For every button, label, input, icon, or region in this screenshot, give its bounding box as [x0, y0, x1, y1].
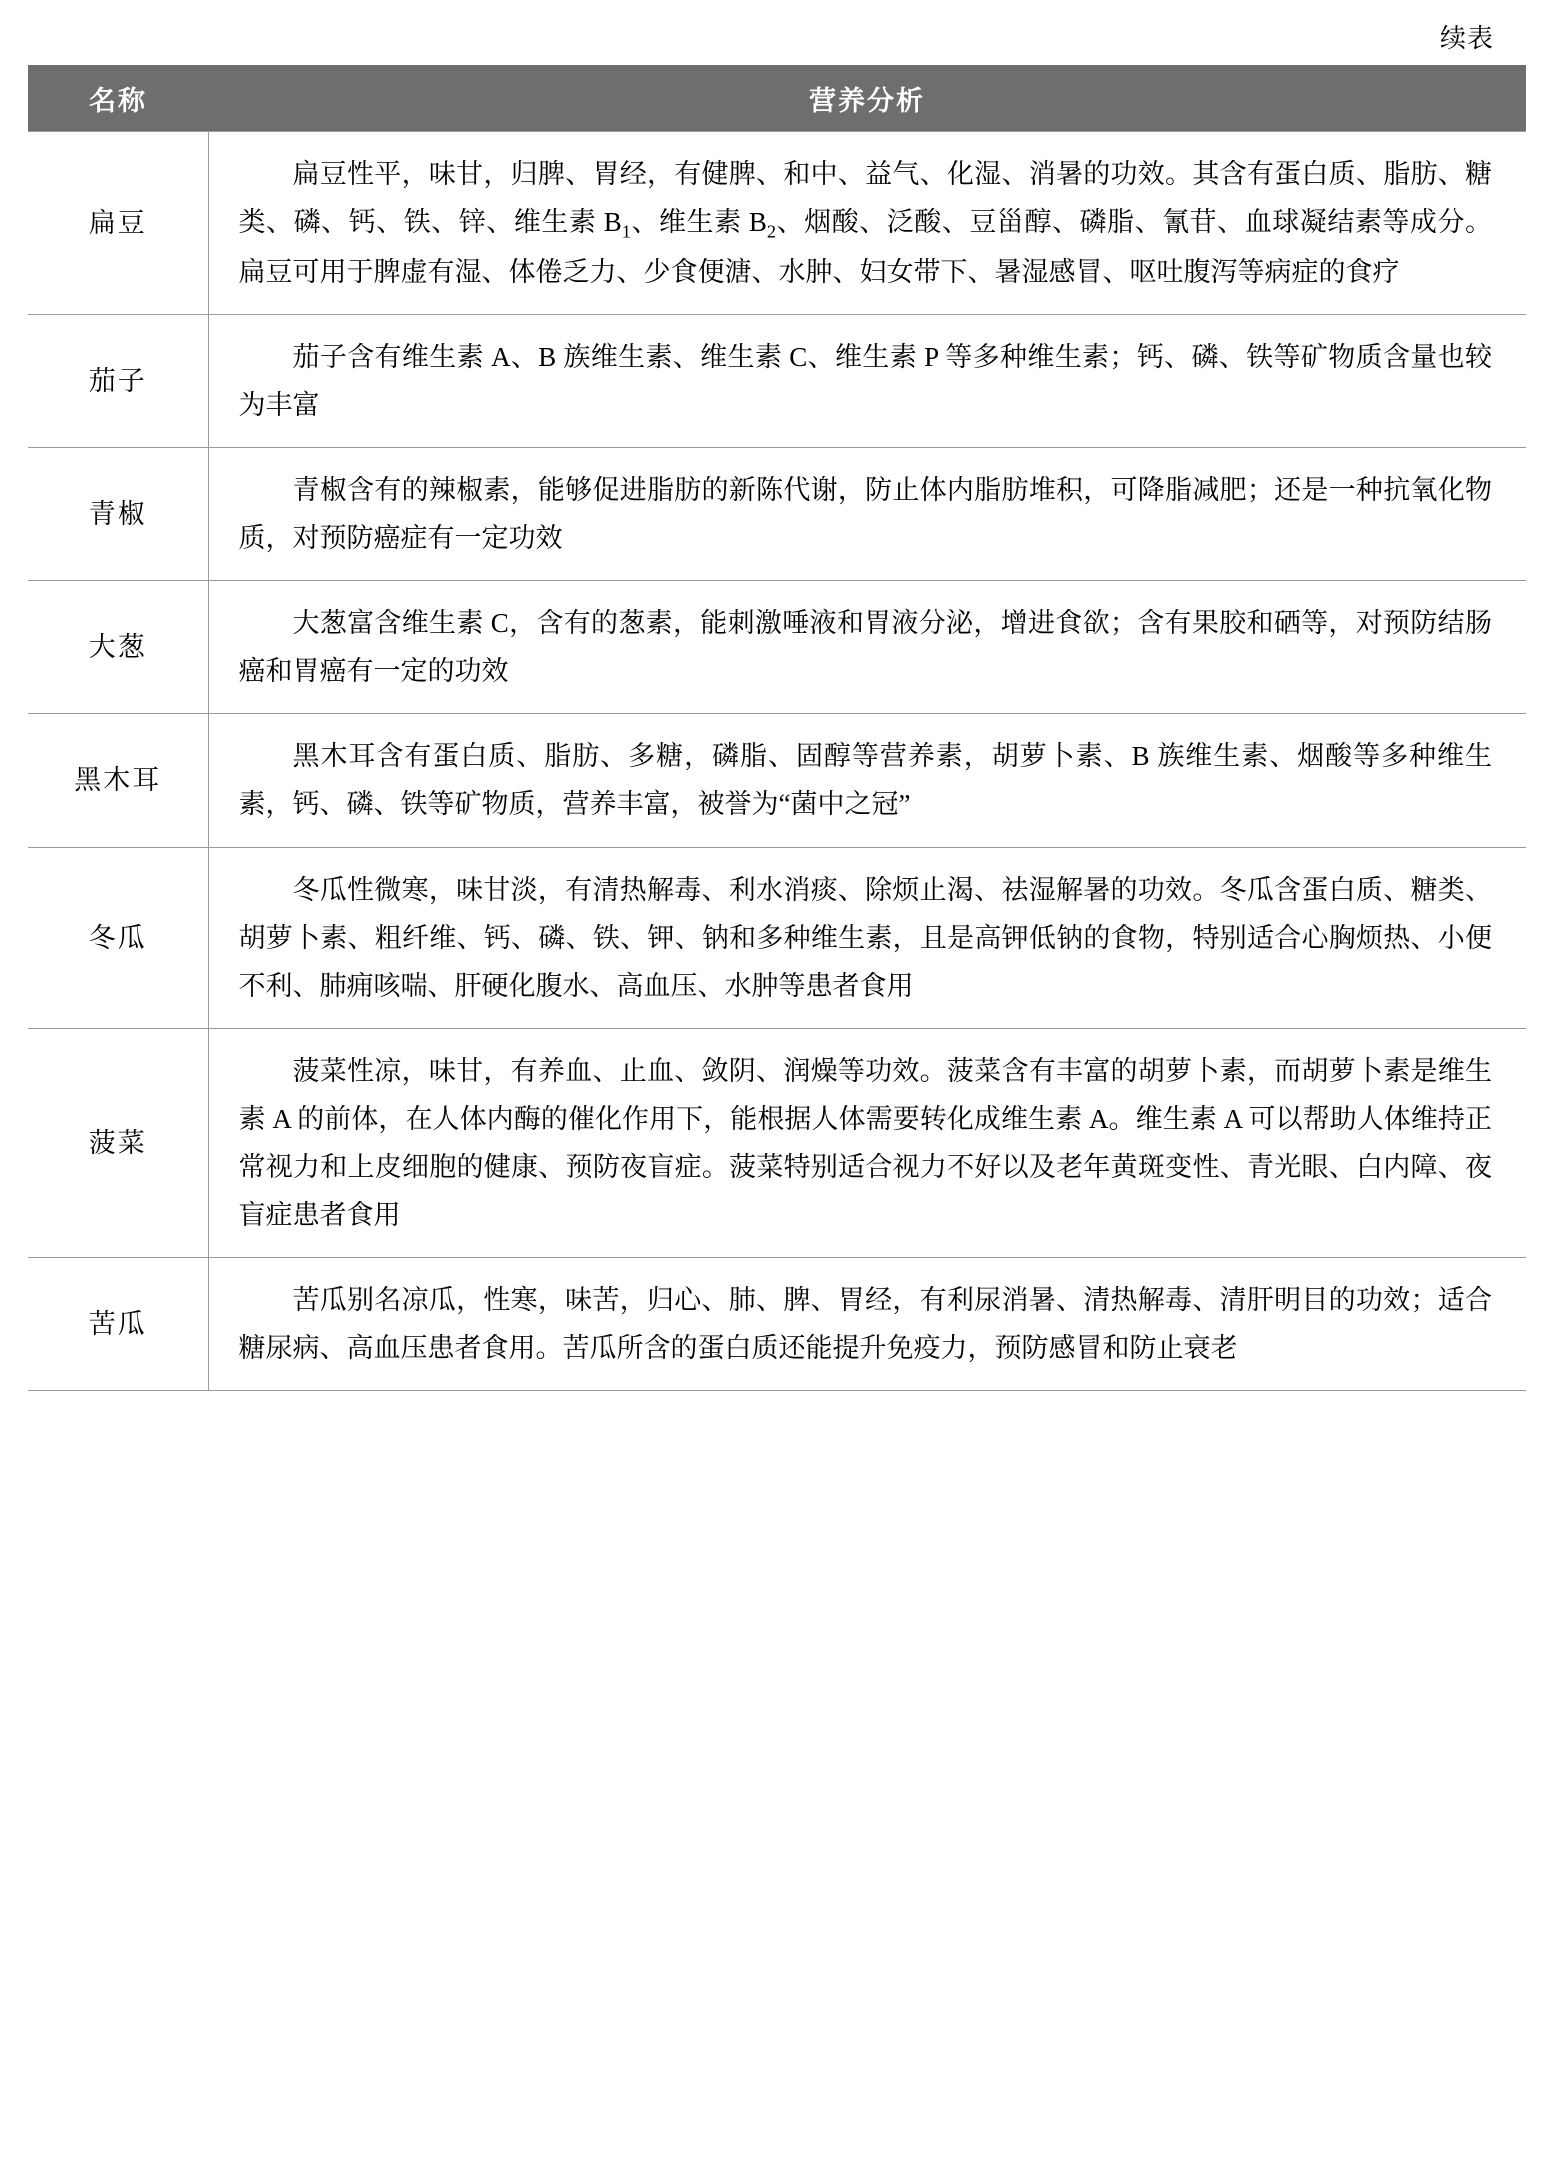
- row-name-bian-dou: 扁豆: [28, 132, 208, 315]
- table-row: [28, 847, 1526, 1028]
- analysis-text-part: 扁豆性平，味甘，归脾、胃经，有健脾、和中、益气、化湿、消暑的功效。其含有蛋白质、脂肪、糖类、磷、钙、铁、锌、维生素 B: [238, 159, 1492, 238]
- column-header-name: 名称: [28, 65, 208, 132]
- table-row: [28, 132, 1526, 315]
- analysis-paragraph: [239, 150, 1493, 296]
- row-analysis-bian-dou: [208, 132, 1526, 315]
- analysis-paragraph: 青椒含有的辣椒素，能够促进脂肪的新陈代谢，防止体内脂肪堆积，可降脂减肥；还是一种抗氧化物质，对预防癌症有一定功效: [238, 475, 1492, 554]
- table-header-row: [28, 65, 1526, 132]
- analysis-paragraph: 冬瓜性微寒，味甘淡，有清热解毒、利水消痰、除烦止渴、祛湿解暑的功效。冬瓜含蛋白质、糖类、胡萝卜素、粗纤维、钙、磷、铁、钾、钠和多种维生素，且是高钾低钠的食物，特别适合心胸烦热、小便不利、肺痈咳喘、肝硬化腹水、高血压、水肿等患者食用: [238, 874, 1492, 1001]
- row-analysis-da-cong: [208, 581, 1526, 714]
- table-row: [28, 1028, 1526, 1257]
- table-row: [28, 714, 1526, 847]
- row-name-bo-cai: 菠菜: [28, 1028, 208, 1257]
- analysis-paragraph: 大葱富含维生素 C，含有的葱素，能刺激唾液和胃液分泌，增进食欲；含有果胶和硒等，对预防结肠癌和胃癌有一定的功效: [238, 608, 1492, 687]
- table-row: [28, 448, 1526, 581]
- analysis-paragraph: 茄子含有维生素 A、B 族维生素、维生素 C、维生素 P 等多种维生素；钙、磷、铁等矿物质含量也较为丰富: [238, 342, 1492, 421]
- row-name-dong-gua: 冬瓜: [28, 847, 208, 1028]
- row-name-da-cong: 大葱: [28, 581, 208, 714]
- column-header-analysis: 营养分析: [208, 65, 1526, 132]
- row-name-qie-zi: 茄子: [28, 315, 208, 448]
- analysis-text-part: 、烟酸、泛酸、豆甾醇、磷脂、氰苷、血球凝结素等成分。扁豆可用于脾虚有湿、体倦乏力、少食便溏、水肿、妇女带下、暑湿感冒、呕吐腹泻等病症的食疗: [238, 207, 1492, 288]
- analysis-paragraph: 苦瓜别名凉瓜，性寒，味苦，归心、肺、脾、胃经，有利尿消暑、清热解毒、清肝明目的功效；适合糖尿病、高血压患者食用。苦瓜所含的蛋白质还能提升免疫力，预防感冒和防止衰老: [238, 1284, 1492, 1363]
- table-row: [28, 1257, 1526, 1390]
- row-analysis-dong-gua: [208, 847, 1526, 1028]
- row-analysis-qie-zi: [208, 315, 1526, 448]
- row-name-qing-jiao: 青椒: [28, 448, 208, 581]
- row-analysis-bo-cai: [208, 1028, 1526, 1257]
- analysis-paragraph: 菠菜性凉，味甘，有养血、止血、敛阴、润燥等功效。菠菜含有丰富的胡萝卜素，而胡萝卜素是维生素 A 的前体，在人体内酶的催化作用下，能根据人体需要转化成维生素 A。维生素 A 可以帮助人体维持正常视力和上皮细胞的健康、预防夜盲症。菠菜特别适合视力不好以及老年黄斑变性、青光眼、白内障、夜盲症患者食用: [238, 1055, 1492, 1230]
- nutrition-analysis-table: [28, 65, 1526, 1391]
- row-analysis-qing-jiao: [208, 448, 1526, 581]
- subscript-two: 2: [766, 221, 777, 242]
- table-row: [28, 581, 1526, 714]
- table-row: [28, 315, 1526, 448]
- row-analysis-ku-gua: [208, 1257, 1526, 1390]
- row-analysis-hei-mu-er: [208, 714, 1526, 847]
- analysis-paragraph: 黑木耳含有蛋白质、脂肪、多糖，磷脂、固醇等营养素，胡萝卜素、B 族维生素、烟酸等多种维生素，钙、磷、铁等矿物质，营养丰富，被誉为“菌中之冠”: [238, 741, 1492, 820]
- row-name-hei-mu-er: 黑木耳: [28, 714, 208, 847]
- continued-table-label: 续表: [1439, 24, 1494, 53]
- row-name-ku-gua: 苦瓜: [28, 1257, 208, 1390]
- subscript-one: 1: [621, 221, 631, 242]
- analysis-text-part: 、维生素 B: [630, 207, 767, 238]
